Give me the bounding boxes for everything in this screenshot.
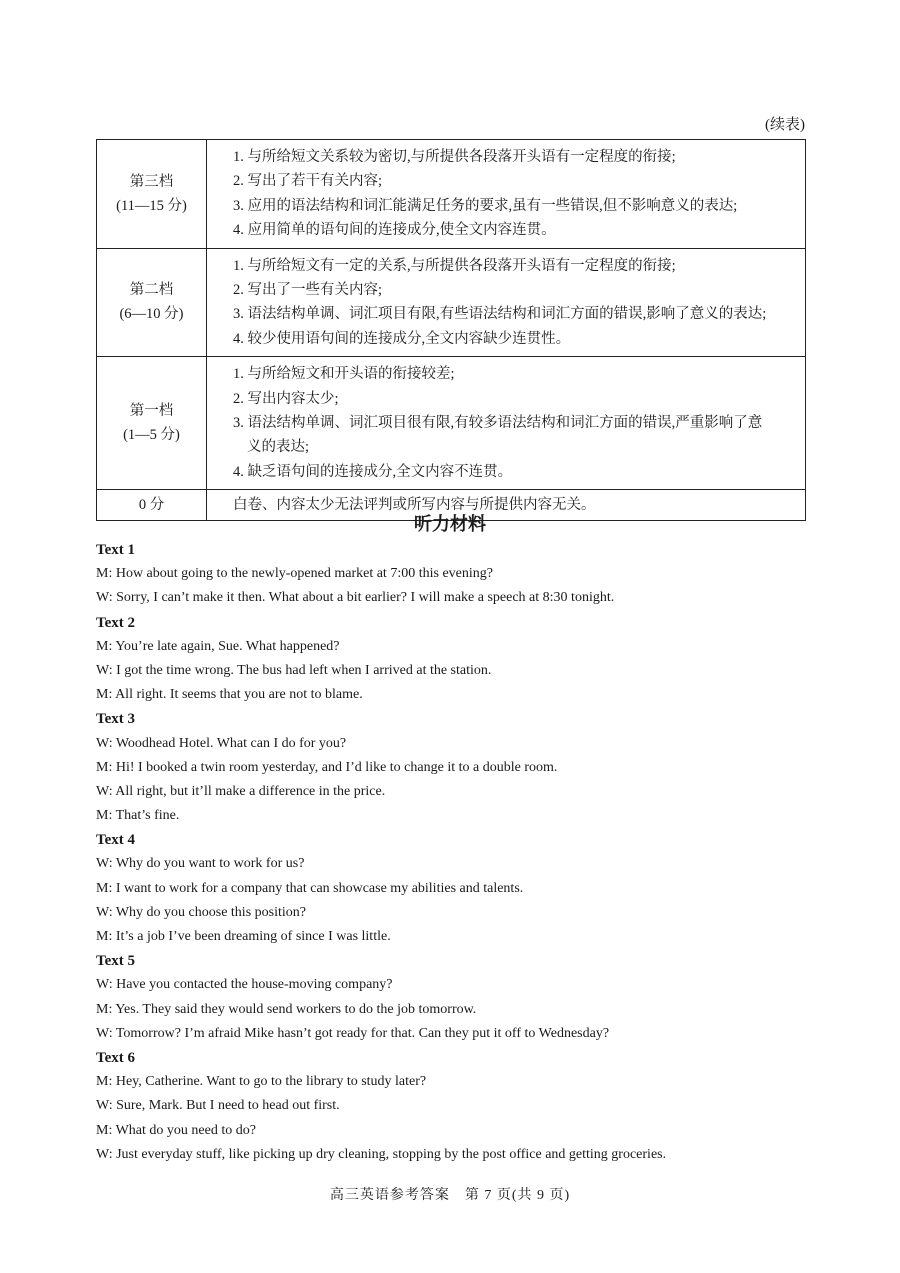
dialogue-line: W: Woodhead Hotel. What can I do for you? [96,735,347,751]
criterion: 2. 写出内容太少; [233,390,339,407]
text-block [96,538,816,611]
dialogue-line: W: Why do you want to work for us? [96,856,305,872]
criterion: 3. 语法结构单调、词汇项目很有限,有较多语法结构和词汇方面的错误,严重影响了意 [233,415,763,432]
dialogue-line: W: Just everyday stuff, like picking up dry cleaning, stopping by the post office and getting groceries. [96,1146,667,1162]
text-heading: Text 1 [96,542,136,558]
scoring-rubric-table [96,139,806,521]
criterion: 4. 较少使用语句间的连接成分,全文内容缺少连贯性。 [233,330,571,347]
criterion: 1. 与所给短文有一定的关系,与所提供各段落开头语有一定程度的衔接; [233,257,676,274]
criterion: 2. 写出了若干有关内容; [233,173,383,190]
grade-name: 第一档 [129,403,174,420]
criteria-cell [207,248,806,357]
text-block [96,707,816,828]
criterion: 2. 写出了一些有关内容; [233,282,383,299]
grade-name: 0 分 [138,497,165,514]
criterion-continuation: 义的表达; [247,439,310,456]
dialogue-line: M: Hey, Catherine. Want to go to the library to study later? [96,1074,427,1090]
dialogue-line: W: Sorry, I can’t make it then. What about a bit earlier? I will make a speech at 8:30 tonight. [96,590,615,606]
text-heading: Text 3 [96,711,136,728]
text-heading: Text 2 [96,614,136,631]
criteria-cell [207,357,806,490]
dialogue-line: M: Hi! I booked a twin room yesterday, and I’d like to change it to a double room. [96,759,558,775]
dialogue-line: M: I want to work for a company that can showcase my abilities and talents. [96,880,524,896]
text-block [96,611,816,708]
criterion: 4. 缺乏语句间的连接成分,全文内容不连贯。 [233,463,513,480]
criteria-cell [207,140,806,249]
criterion: 4. 应用简单的语句间的连接成分,使全文内容连贯。 [233,222,556,239]
grade-name: 第三档 [129,173,174,190]
grade-cell [97,140,207,249]
rubric-row [97,248,806,357]
dialogue-line: M: It’s a job I’ve been dreaming of since I was little. [96,929,391,944]
grade-range: (6—10 分) [119,306,184,323]
text-heading: Text 4 [96,832,136,849]
dialogue-line: M: How about going to the newly-opened market at 7:00 this evening? [96,566,493,582]
rubric-row [97,140,806,249]
dialogue-line: M: All right. It seems that you are not to blame. [96,687,363,703]
text-block [96,828,816,949]
grade-cell [97,357,207,490]
dialogue-line: W: Tomorrow? I’m afraid Mike hasn’t got ready for that. Can they put it off to Wednesday? [96,1025,610,1041]
continued-label: (续表) [765,117,805,133]
text-block [96,1046,816,1167]
rubric-row [97,357,806,490]
criterion: 白卷、内容太少无法评判或所写内容与所提供内容无关。 [233,497,596,514]
grade-range: (1—5 分) [123,427,180,444]
dialogue-line: W: Have you contacted the house-moving company? [96,977,393,993]
dialogue-line: W: Why do you choose this position? [96,904,306,920]
grade-name: 第二档 [129,282,174,299]
dialogue-line: M: That’s fine. [96,808,180,824]
criterion: 3. 语法结构单调、词汇项目有限,有些语法结构和词汇方面的错误,影响了意义的表达; [233,306,767,323]
dialogue-line: M: You’re late again, Sue. What happened? [96,638,340,654]
text-heading: Text 6 [96,1049,136,1066]
dialogue-line: W: Sure, Mark. But I need to head out first. [96,1098,340,1114]
dialogue-line: W: All right, but it’ll make a difference in the price. [96,783,386,799]
dialogue-line: M: What do you need to do? [96,1122,256,1138]
criterion: 1. 与所给短文关系较为密切,与所提供各段落开头语有一定程度的衔接; [233,149,676,165]
text-heading: Text 5 [96,953,136,970]
grade-range: (11—15 分) [116,197,187,214]
dialogue-line: M: Yes. They said they would send workers to do the job tomorrow. [96,1001,477,1017]
criterion: 1. 与所给短文和开头语的衔接较差; [233,366,455,383]
page-footer: 高三英语参考答案 第 7 页(共 9 页) [329,1188,571,1203]
listening-transcript [96,538,816,1167]
criterion: 3. 应用的语法结构和词汇能满足任务的要求,虽有一些错误,但不影响意义的表达; [233,197,738,214]
grade-cell [97,248,207,357]
section-title: 听力材料 [414,514,486,535]
text-block [96,949,816,1046]
dialogue-line: W: I got the time wrong. The bus had left when I arrived at the station. [96,662,492,678]
